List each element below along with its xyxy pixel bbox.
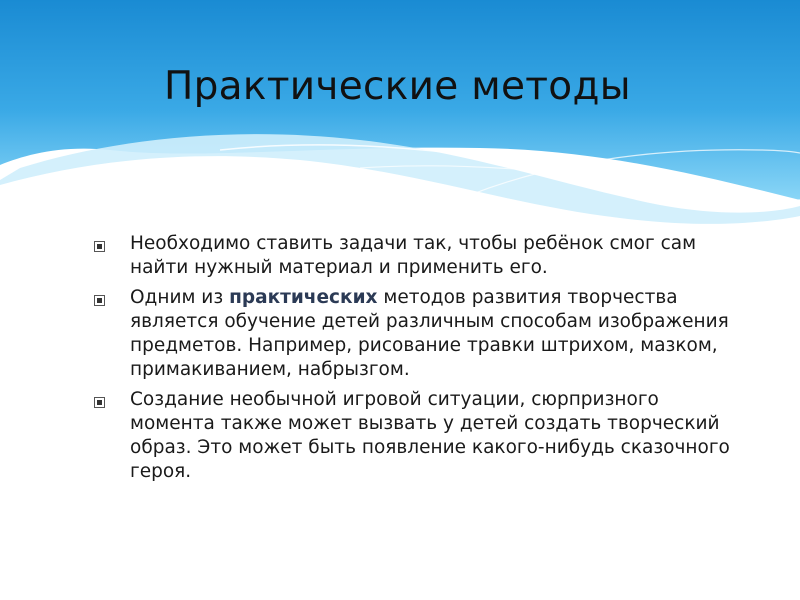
bullet-list bbox=[88, 232, 738, 484]
slide-content bbox=[88, 232, 738, 490]
bullet-text-lead: Одним из bbox=[130, 287, 230, 308]
bullet-item bbox=[88, 232, 738, 280]
slide-title: Практические методы bbox=[164, 64, 631, 109]
bullet-text-emphasis: практических bbox=[229, 287, 378, 308]
bullet-item bbox=[88, 388, 738, 484]
bullet-text: Создание необычной игровой ситуации, сюрпризного момента также может вызвать у детей создать творческий образ. Это может быть появление какого-нибудь сказочного героя. bbox=[130, 389, 730, 482]
bullet-text bbox=[130, 286, 738, 382]
square-bullet-icon bbox=[94, 241, 105, 252]
bullet-text: Необходимо ставить задачи так, чтобы ребёнок смог сам найти нужный материал и применить его. bbox=[130, 233, 697, 278]
header-wave-background bbox=[0, 0, 800, 230]
square-bullet-icon bbox=[94, 295, 105, 306]
bullet-text-rest: методов развития творчества является обучение детей различным способам изображения предметов. Например, рисование травки штрихом, мазком, примакиванием, набрызгом. bbox=[130, 287, 729, 380]
bullet-item bbox=[88, 286, 738, 382]
square-bullet-icon bbox=[94, 397, 105, 408]
